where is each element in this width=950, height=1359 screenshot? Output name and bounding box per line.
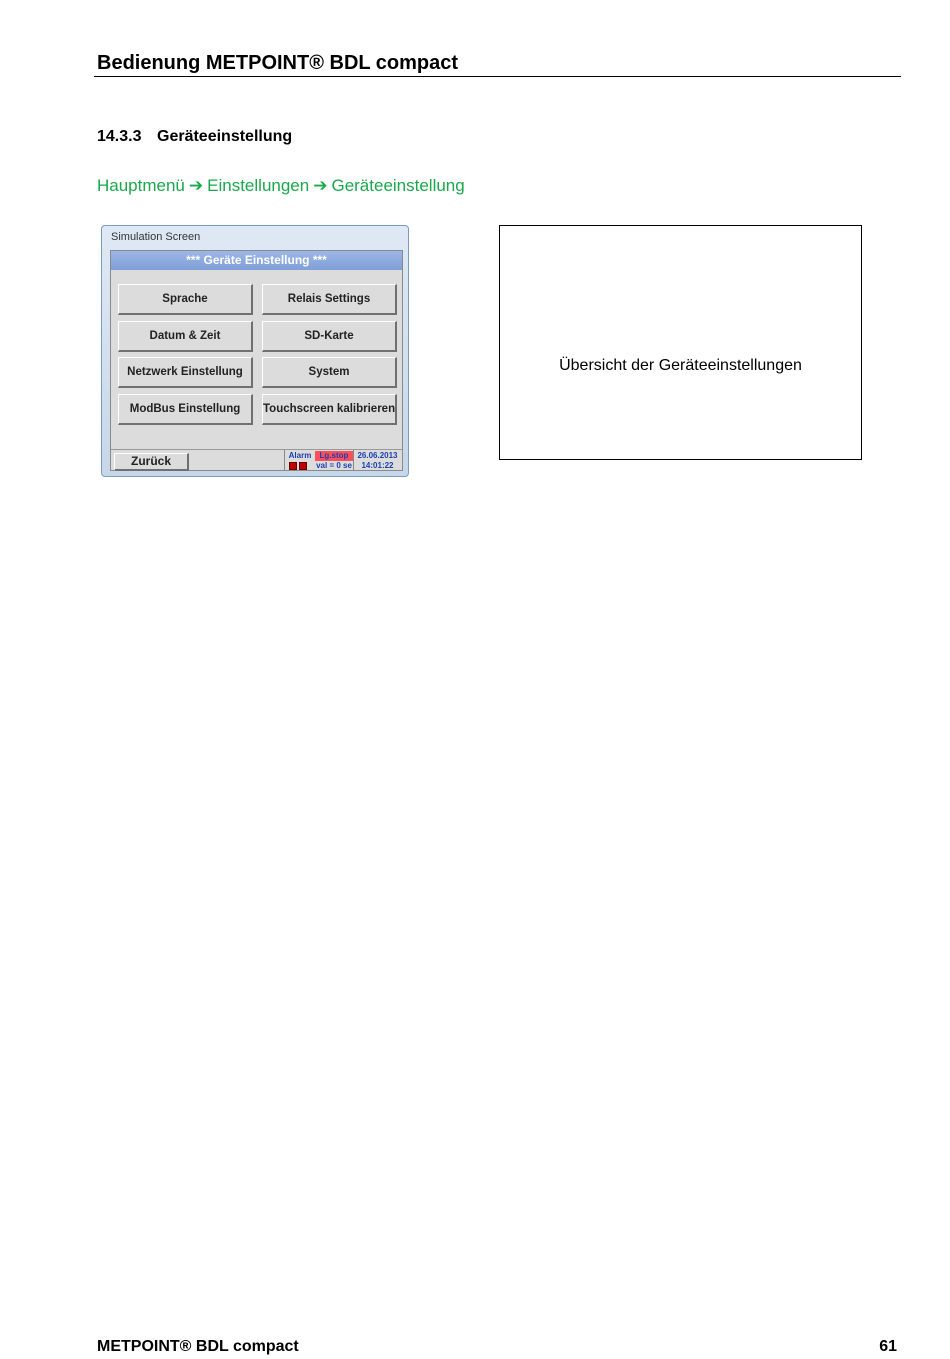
screen-header: *** Geräte Einstellung *** bbox=[111, 251, 402, 270]
touchscreen-calibrate-button[interactable]: Touchscreen kalibrieren bbox=[262, 394, 397, 425]
system-button[interactable]: System bbox=[262, 357, 397, 388]
date-time-button[interactable]: Datum & Zeit bbox=[118, 321, 253, 352]
arrow-right-icon: ➔ bbox=[313, 176, 328, 195]
nav-path-item: Geräteeinstellung bbox=[331, 176, 465, 195]
navigation-path bbox=[97, 176, 465, 196]
back-button[interactable]: Zurück bbox=[114, 453, 189, 471]
nav-path-item: Einstellungen bbox=[207, 176, 310, 195]
status-date: 26.06.2013 bbox=[357, 451, 398, 460]
status-time: 14:01:22 bbox=[361, 461, 394, 470]
page-number: 61 bbox=[879, 1338, 897, 1355]
status-bar bbox=[111, 449, 402, 471]
log-state-badge: Lg.stop bbox=[315, 451, 353, 461]
header-divider bbox=[94, 76, 901, 77]
section-heading bbox=[97, 128, 292, 146]
section-number: 14.3.3 bbox=[97, 128, 142, 145]
footer-title: METPOINT® BDL compact bbox=[97, 1338, 299, 1355]
simulation-window bbox=[101, 225, 409, 477]
sd-card-button[interactable]: SD-Karte bbox=[262, 321, 397, 352]
arrow-right-icon: ➔ bbox=[188, 176, 204, 195]
status-divider bbox=[284, 450, 285, 471]
section-title: Geräteeinstellung bbox=[157, 128, 293, 145]
log-value: val = 0 se bbox=[316, 461, 352, 470]
device-screen bbox=[110, 250, 403, 471]
network-settings-button[interactable]: Netzwerk Einstellung bbox=[118, 357, 253, 388]
page-header-title: Bedienung METPOINT® BDL compact bbox=[97, 52, 459, 74]
alarm-indicator-icon bbox=[289, 462, 309, 469]
relay-settings-button[interactable]: Relais Settings bbox=[262, 284, 397, 315]
nav-path-item: Hauptmenü bbox=[97, 176, 185, 195]
caption-box bbox=[499, 225, 862, 460]
language-button[interactable]: Sprache bbox=[118, 284, 253, 315]
caption-text: Übersicht der Geräteeinstellungen bbox=[559, 357, 802, 374]
alarm-label: Alarm bbox=[288, 451, 312, 460]
simulation-window-title: Simulation Screen bbox=[111, 231, 201, 243]
modbus-settings-button[interactable]: ModBus Einstellung bbox=[118, 394, 253, 425]
